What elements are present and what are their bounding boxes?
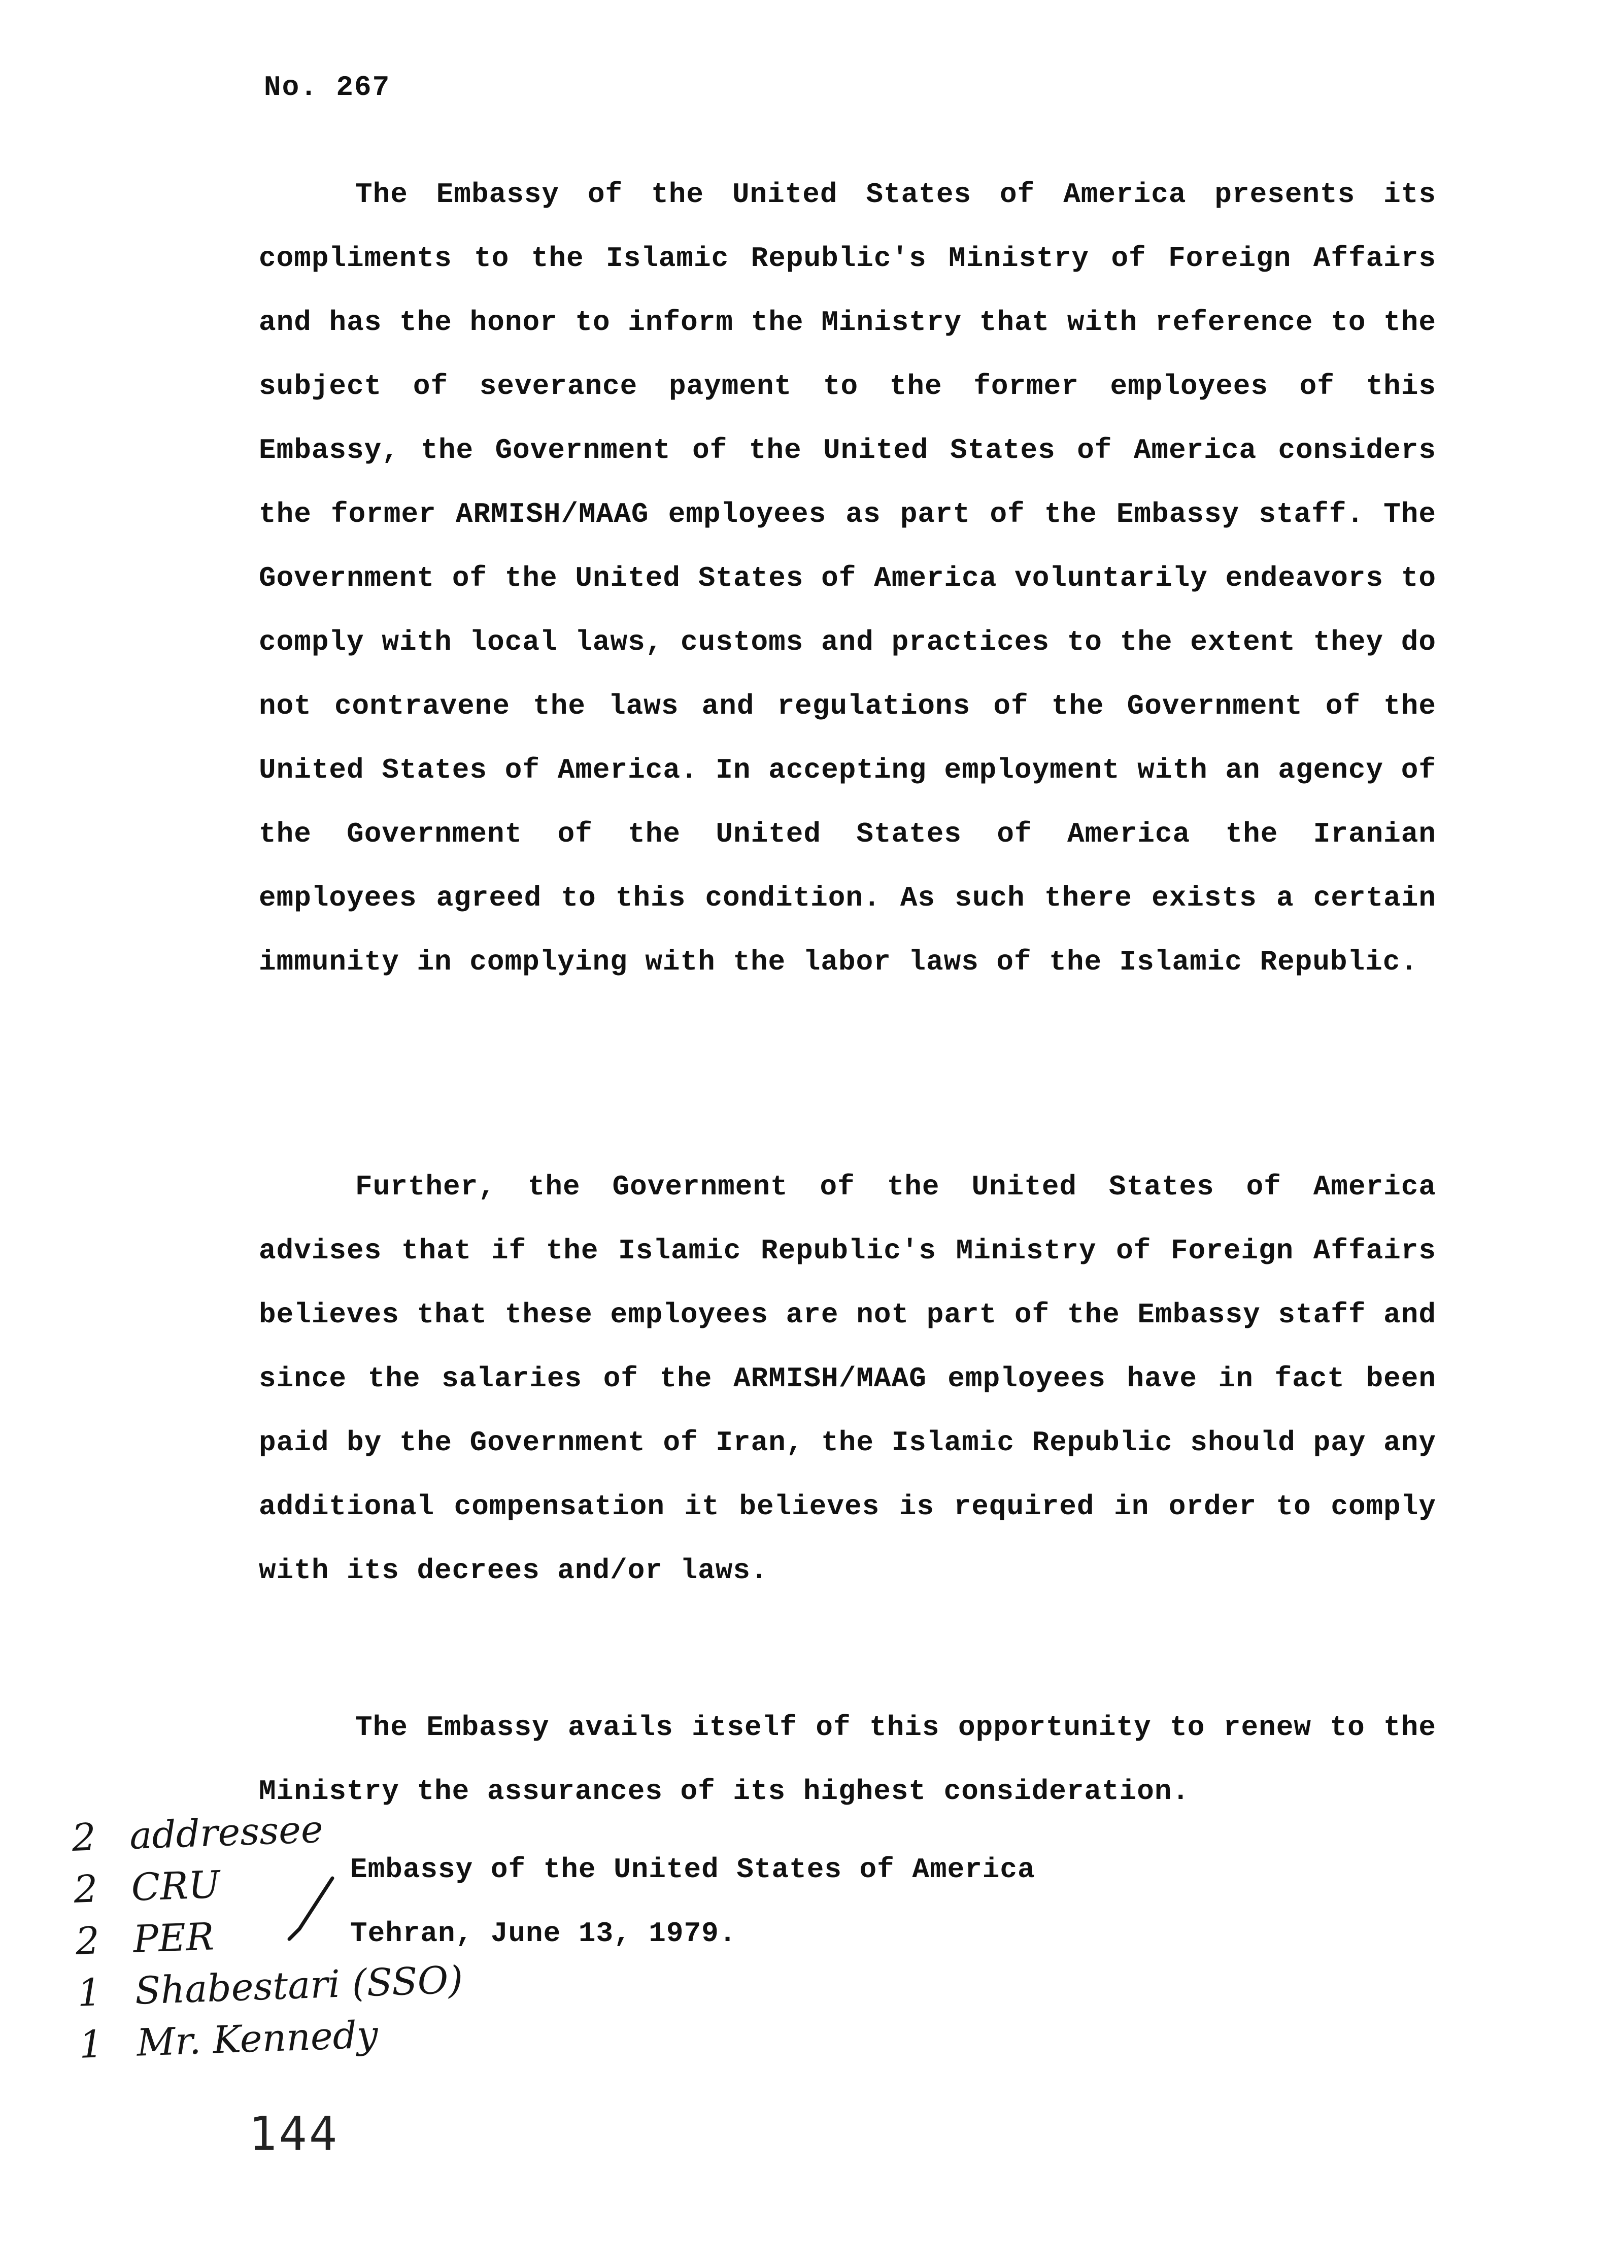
distribution-qty: 2 [71,1815,97,1860]
distribution-label: CRU [130,1862,221,1910]
distribution-label: PER [132,1915,215,1961]
distribution-qty: 2 [75,1919,100,1963]
paragraph-text: The Embassy of the United States of America presents its compliments to the Islamic Republic's Ministry of Foreign Affairs and has the honor to inform the Ministry that with reference to the subject of severance payment to the former employees of this Embassy, the Government of the United States of America considers the former ARMISH/MAAG employees as part of the Embassy staff. The Government of the United States of America voluntarily endeavors to comply with local laws, customs and practices to the extent they do not contravene the laws and regulations of the Government of the United States of America. In accepting employment with an agency of the Government of the United States of America the Iranian employees agreed to this condition. As such there exists a certain immunity in complying with the labor laws of the Islamic Republic. [259,178,1436,978]
body-paragraph-2 [259,1155,1436,1603]
page-number: 144 [249,2107,340,2161]
sender-line: Embassy of the United States of America [350,1853,1035,1886]
distribution-label: addressee [128,1807,324,1858]
distribution-qty: 2 [73,1867,98,1912]
distribution-qty: 1 [78,2022,104,2067]
distribution-label: Mr. Kennedy [136,2013,379,2065]
place-date-line: Tehran, June 13, 1979. [350,1917,737,1950]
note-number: No. 267 [264,71,391,104]
paragraph-text: Further, the Government of the United States of America advises that if the Islamic Republic's Ministry of Foreign Affairs believes that these employees are not part of the Embassy staff and since the salaries of the ARMISH/MAAG employees have in fact been paid by the Government of Iran, the Islamic Republic should pay any additional compensation it believes is required in order to comply with its decrees and/or laws. [259,1171,1436,1587]
body-paragraph-1 [259,162,1436,994]
distribution-label: Shabestari (SSO) [134,1958,464,2013]
distribution-list [71,1798,465,2071]
paragraph-text: The Embassy avails itself of this opportunity to renew to the Ministry the assurances of its highest consideration. [259,1711,1436,1808]
distribution-qty: 1 [76,1971,103,2015]
handwritten-check-mark-icon [284,1873,345,1944]
